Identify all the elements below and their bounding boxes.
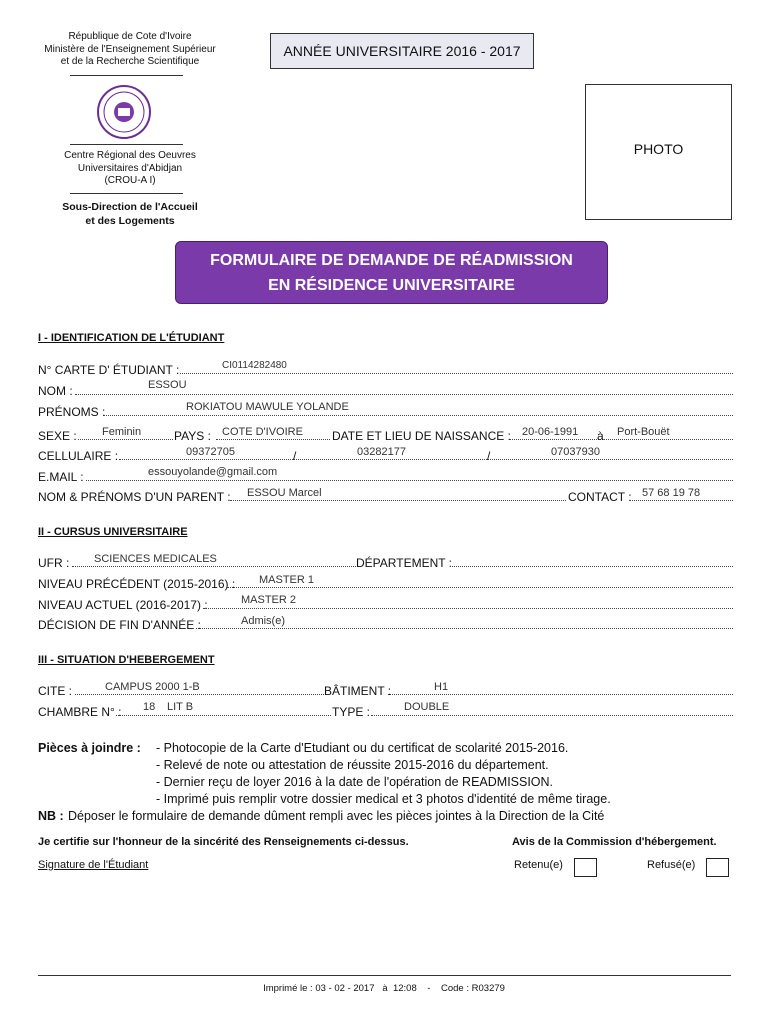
chambre-lit[interactable]: LIT B <box>167 701 194 713</box>
retenu-checkbox[interactable] <box>574 858 597 877</box>
cite-label: CITE : <box>38 684 73 698</box>
cellulaire-line <box>119 459 733 460</box>
ufr-value[interactable]: SCIENCES MEDICALES <box>94 553 217 565</box>
centre-text-1: Centre Régional des Oeuvres <box>64 150 196 161</box>
parent-line <box>230 500 566 501</box>
niveau-prec-label: NIVEAU PRÉCÉDENT (2015-2016) : <box>38 577 236 591</box>
niveau-act-line <box>203 608 733 609</box>
niveau-prec-line <box>227 587 733 588</box>
prenoms-label: PRÉNOMS : <box>38 405 106 419</box>
carte-value[interactable]: CI0114282480 <box>222 360 287 371</box>
form-title-line-1: FORMULAIRE DE DEMANDE DE RÉADMISSION <box>210 251 573 269</box>
batiment-label: BÂTIMENT : <box>324 684 392 698</box>
pays-line <box>216 439 330 440</box>
contact-value[interactable]: 57 68 19 78 <box>642 487 701 499</box>
naissance-line <box>510 439 733 440</box>
cel-separator-2: / <box>487 449 491 463</box>
republic-text: République de Cote d'Ivoire <box>68 31 192 42</box>
commission-text: Avis de la Commission d'hébergement. <box>512 836 717 848</box>
naissance-lieu[interactable]: Port-Bouët <box>617 426 670 438</box>
piece-item-2: - Relevé de note ou attestation de réussite 2015-2016 du département. <box>156 758 549 772</box>
cite-line <box>75 694 324 695</box>
academic-year-box: ANNÉE UNIVERSITAIRE 2016 - 2017 <box>270 33 534 69</box>
cel-separator-1: / <box>293 449 297 463</box>
niveau-act-label: NIVEAU ACTUEL (2016-2017) : <box>38 598 208 612</box>
piece-item-3: - Dernier reçu de loyer 2016 à la date de l'opération de READMISSION. <box>156 775 554 789</box>
header-divider-mid <box>70 144 183 145</box>
signature-label: Signature de l'Étudiant <box>38 859 149 871</box>
photo-box <box>585 84 732 220</box>
nom-value[interactable]: ESSOU <box>148 379 187 391</box>
email-line <box>86 480 733 481</box>
niveau-act-value[interactable]: MASTER 2 <box>241 594 297 606</box>
chambre-line <box>116 715 331 716</box>
cel-2-value[interactable]: 03282177 <box>357 446 406 458</box>
nom-line <box>75 394 733 395</box>
parent-label: NOM & PRÉNOMS D'UN PARENT : <box>38 490 231 504</box>
cel-1-value[interactable]: 09372705 <box>186 446 235 458</box>
ufr-line <box>72 566 356 567</box>
chambre-label: CHAMBRE N° : <box>38 705 122 719</box>
pieces-label: Pièces à joindre : <box>38 741 141 755</box>
prenoms-value[interactable]: ROKIATOU MAWULE YOLANDE <box>186 401 349 413</box>
naissance-date[interactable]: 20-06-1991 <box>522 426 579 438</box>
form-title-banner <box>175 241 608 304</box>
section-identification-title: I - IDENTIFICATION DE L'ÉTUDIANT <box>38 332 225 344</box>
parent-value[interactable]: ESSOU Marcel <box>247 487 322 499</box>
ministry-text-2: et de la Recherche Scientifique <box>60 56 200 67</box>
nb-label: NB : <box>38 809 64 823</box>
ufr-label: UFR : <box>38 556 70 570</box>
section-cursus-title: II - CURSUS UNIVERSITAIRE <box>38 526 188 538</box>
decision-label: DÉCISION DE FIN D'ANNÉE : <box>38 618 201 632</box>
certify-text: Je certifie sur l'honneur de la sincérité des Renseignements ci-dessus. <box>38 836 409 848</box>
header-divider-bottom <box>70 193 183 194</box>
carte-label: N° CARTE D' ÉTUDIANT : <box>38 363 180 377</box>
prenoms-line <box>104 415 733 416</box>
niveau-prec-value[interactable]: MASTER 1 <box>259 574 315 586</box>
contact-line <box>630 500 733 501</box>
carte-line <box>180 373 733 374</box>
batiment-line <box>388 694 733 695</box>
nb-text: Déposer le formulaire de demande dûment rempli avec les pièces jointes à la Direction de la Cité <box>68 809 605 823</box>
piece-item-1: - Photocopie de la Carte d'Etudiant ou du certificat de scolarité 2015-2016. <box>156 741 569 755</box>
nom-label: NOM : <box>38 384 73 398</box>
crou-seal-icon <box>96 84 152 140</box>
batiment-value[interactable]: H1 <box>434 681 449 693</box>
sexe-label: SEXE : <box>38 429 77 443</box>
direction-text-2: et des Logements <box>85 215 175 227</box>
naissance-label: DATE ET LIEU DE NAISSANCE : <box>332 429 511 443</box>
centre-text-2: Universitaires d'Abidjan <box>77 162 183 174</box>
departement-line <box>450 566 733 567</box>
sexe-value[interactable]: Feminin <box>102 426 142 438</box>
centre-text-3: (CROU-A I) <box>104 175 156 186</box>
printed-info: Imprimé le : 03 - 02 - 2017 à 12:08 - Code : R03279 <box>263 983 505 994</box>
form-title-line-2: EN RÉSIDENCE UNIVERSITAIRE <box>268 276 515 294</box>
cel-3-value[interactable]: 07037930 <box>551 446 600 458</box>
type-line <box>371 715 733 716</box>
naissance-a: à <box>597 429 604 443</box>
retenu-label: Retenu(e) <box>514 859 563 871</box>
sexe-line <box>78 439 173 440</box>
decision-line <box>196 628 733 629</box>
footer-divider <box>38 975 731 976</box>
header-divider-top <box>70 75 183 76</box>
piece-item-4: - Imprimé puis remplir votre dossier medical et 3 photos d'identité de même tirage. <box>156 792 611 806</box>
refuse-label: Refusé(e) <box>647 859 696 871</box>
section-hebergement-title: III - SITUATION D'HEBERGEMENT <box>38 654 215 666</box>
refuse-checkbox[interactable] <box>706 858 729 877</box>
type-value[interactable]: DOUBLE <box>404 701 450 713</box>
contact-label: CONTACT : <box>568 490 632 504</box>
type-label: TYPE : <box>332 705 371 719</box>
email-value[interactable]: essouyolande@gmail.com <box>148 466 278 478</box>
decision-value[interactable]: Admis(e) <box>241 615 286 627</box>
email-label: E.MAIL : <box>38 470 84 484</box>
cellulaire-label: CELLULAIRE : <box>38 449 119 463</box>
photo-label: PHOTO <box>633 141 684 157</box>
direction-text-1: Sous-Direction de l'Accueil <box>62 201 198 213</box>
chambre-number[interactable]: 18 <box>143 701 156 713</box>
pays-value[interactable]: COTE D'IVOIRE <box>222 426 303 438</box>
ministry-text-1: Ministère de l'Enseignement Supérieur <box>44 43 216 55</box>
departement-label: DÉPARTEMENT : <box>356 556 453 570</box>
pays-label: PAYS : <box>174 429 211 443</box>
cite-value[interactable]: CAMPUS 2000 1-B <box>105 681 200 693</box>
